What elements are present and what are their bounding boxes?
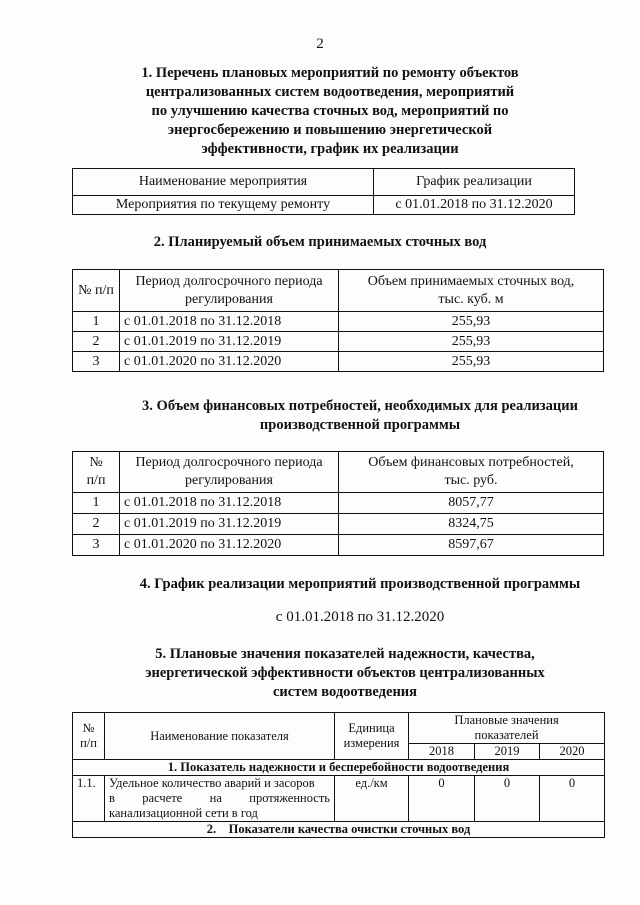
header-number: № п/п	[73, 270, 120, 312]
table-row	[73, 776, 605, 822]
section2-title: 2. Планируемый объем принимаемых сточных вод	[153, 234, 487, 250]
group-treatment-quality: 2. Показатели качества очистки сточных вод	[73, 822, 605, 838]
header-volume	[339, 270, 604, 312]
row-indicator-name-line: в расчете на протяженность	[109, 791, 330, 805]
table-row	[73, 332, 604, 352]
header-year: 2018	[409, 744, 475, 760]
row-period: с 01.01.2019 по 31.12.2019	[120, 332, 339, 352]
row-period: с 01.01.2020 по 31.12.2020	[120, 352, 339, 372]
section4-title: 4. График реализации мероприятий производственной программы	[139, 576, 581, 592]
section1-title-line: по улучшению качества сточных вод, мероприятий по	[151, 103, 509, 119]
measures-table	[72, 168, 575, 215]
table-row	[73, 493, 604, 514]
header-period	[120, 270, 339, 312]
row-value: 255,93	[339, 312, 604, 332]
header-unit	[335, 713, 409, 760]
section3-title-line: 3. Объем финансовых потребностей, необходимых для реализации	[142, 398, 578, 414]
indicators-table	[72, 712, 605, 838]
header-number	[73, 452, 120, 493]
header-schedule: График реализации	[374, 169, 575, 196]
row-value: 8324,75	[339, 514, 604, 535]
section3-title-line: производственной программы	[259, 417, 461, 433]
header-year: 2020	[540, 744, 605, 760]
table-row	[73, 352, 604, 372]
section4-period: с 01.01.2018 по 31.12.2020	[275, 609, 445, 625]
header-period-line: регулирования	[185, 291, 273, 307]
header-finance	[339, 452, 604, 493]
row-number: 1	[73, 312, 120, 332]
row-number: 3	[73, 352, 120, 372]
table-row	[73, 514, 604, 535]
row-value: 8597,67	[339, 535, 604, 556]
row-value: 8057,77	[339, 493, 604, 514]
row-value: 255,93	[339, 332, 604, 352]
table-row	[73, 312, 604, 332]
section3-title	[100, 397, 620, 435]
measure-schedule-cell: с 01.01.2018 по 31.12.2020	[374, 196, 575, 215]
section1-title	[100, 64, 560, 159]
row-indicator-name-line: канализационной сети в год	[109, 806, 258, 820]
header-number-line: п/п	[86, 473, 106, 488]
row-value: 0	[409, 776, 475, 822]
row-period: с 01.01.2019 по 31.12.2019	[120, 514, 339, 535]
header-indicator-name: Наименование показателя	[105, 713, 335, 760]
header-planned-line: показателей	[474, 728, 539, 742]
section5-title-line: 5. Плановые значения показателей надежности, качества,	[155, 646, 535, 662]
header-year: 2019	[475, 744, 540, 760]
row-value: 0	[475, 776, 540, 822]
header-period	[120, 452, 339, 493]
header-volume-line: Объем принимаемых сточных вод,	[367, 273, 575, 289]
section1-title-line: энергосбережению и повышению энергетической	[167, 122, 493, 138]
row-period: с 01.01.2020 по 31.12.2020	[120, 535, 339, 556]
row-number: 2	[73, 332, 120, 352]
row-number: 1.1.	[73, 776, 105, 822]
row-number: 3	[73, 535, 120, 556]
section5-title	[90, 645, 600, 702]
header-planned-line: Плановые значения	[454, 713, 559, 727]
header-number-line: №	[82, 721, 95, 735]
header-unit-line: измерения	[343, 736, 400, 750]
header-unit-line: Единица	[348, 721, 395, 735]
row-period: с 01.01.2018 по 31.12.2018	[120, 312, 339, 332]
row-number: 1	[73, 493, 120, 514]
row-period: с 01.01.2018 по 31.12.2018	[120, 493, 339, 514]
header-finance-line: тыс. руб.	[444, 473, 498, 488]
header-number-line: п/п	[80, 736, 97, 750]
header-measure-name: Наименование мероприятия	[73, 169, 374, 196]
header-planned-values	[409, 713, 605, 744]
header-finance-line: Объем финансовых потребностей,	[368, 455, 574, 470]
table-row	[73, 535, 604, 556]
section5-title-line: систем водоотведения	[272, 684, 418, 700]
row-value: 0	[540, 776, 605, 822]
financial-needs-table	[72, 451, 604, 556]
header-period-line: Период долгосрочного периода	[135, 273, 323, 289]
section1-title-line: централизованных систем водоотведения, мероприятий	[145, 84, 515, 100]
section1-title-line: 1. Перечень плановых мероприятий по ремонту объектов	[141, 65, 519, 81]
group-reliability: 1. Показатель надежности и бесперебойности водоотведения	[73, 760, 605, 776]
header-number	[73, 713, 105, 760]
row-number: 2	[73, 514, 120, 535]
row-indicator-name	[105, 776, 335, 822]
header-period-line: регулирования	[185, 473, 273, 488]
wastewater-volume-table	[72, 269, 604, 372]
row-value: 255,93	[339, 352, 604, 372]
section5-title-line: энергетической эффективности объектов централизованных	[145, 665, 545, 681]
header-period-line: Период долгосрочного периода	[135, 455, 323, 470]
row-indicator-name-line: Удельное количество аварий и засоров	[109, 776, 315, 790]
section1-title-line: эффективности, график их реализации	[201, 141, 459, 157]
header-number-line: №	[89, 455, 103, 470]
row-unit: ед./км	[335, 776, 409, 822]
measure-name-cell: Мероприятия по текущему ремонту	[73, 196, 374, 215]
page-number: 2	[316, 36, 324, 52]
header-volume-line: тыс. куб. м	[438, 291, 504, 307]
